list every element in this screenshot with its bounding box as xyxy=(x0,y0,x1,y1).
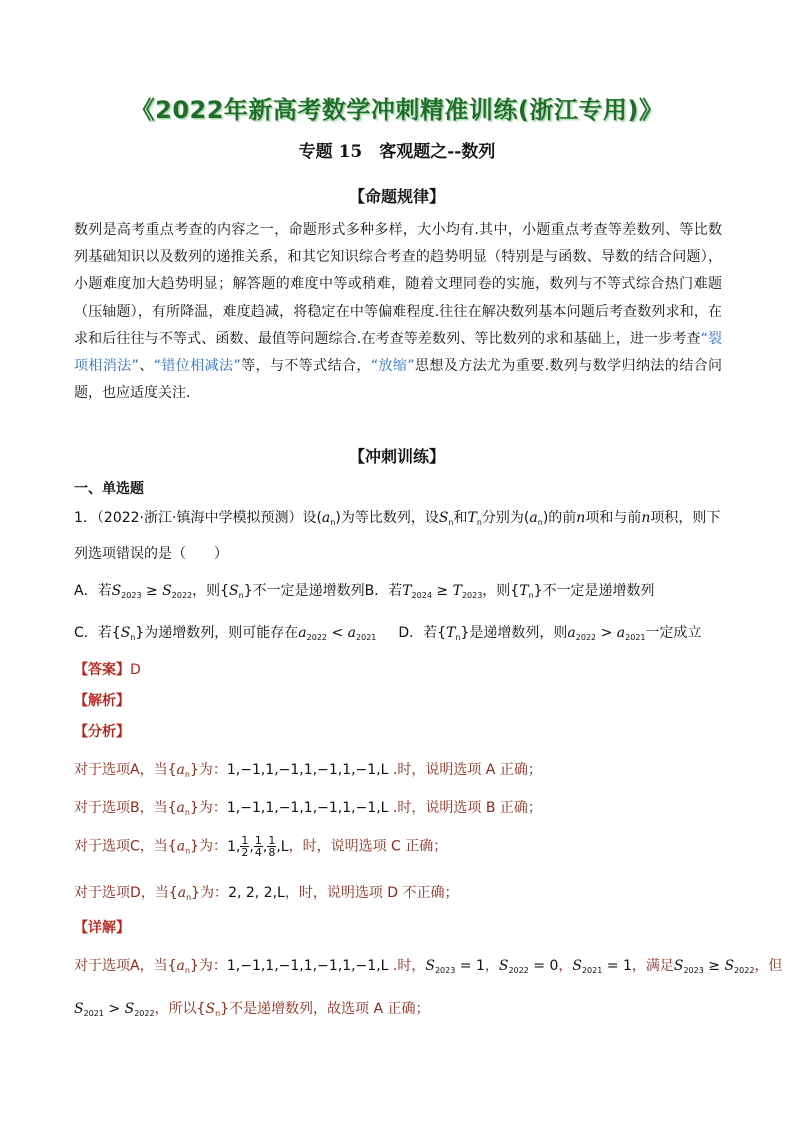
term-fang-suo: “放缩” xyxy=(370,358,415,375)
answer-value: D xyxy=(130,662,141,678)
analysis-label: 【解析】 xyxy=(74,693,130,709)
fenxi-option-b: 对于选项B，当$\{a_n\}$为：1,−1,1,−1,1,−1,1,−1,L .时，说明选项 B 正确； xyxy=(74,800,542,817)
answer-line xyxy=(74,659,141,679)
rule-paragraph: 数列是高考重点考查的内容之一，命题形式多种多样，大小均有.其中，小题重点考查等差数列、等比数列基础知识以及数列的递推关系，和其它知识综合考查的趋势明显（特别是与函数、导数的结合问题），小题难度加大趋势明显；解答题的难度中等或稍难，随着文理同卷的实施，数列与不等式综合热门难题（压轴题），有所降温，难度趋减，将稳定在中等偏难程度.往往在解决数列基本问题后考查数列求和，在求和后往往与不等式、函数、最值等问题综合.在考查等差数列、等比数列的求和基础上，进一步考查“裂项相消法”、“错位相减法”等，与不等式结合，“放缩”思想及方法尤为重要.数列与数学归纳法的结合问题，也应适度关注. xyxy=(74,222,723,402)
fenxi-option-c: 对于选项C，当$\{a_n\}$为：1, $\frac{1}{2}$ , $\frac{1}{4}$ , $\frac{1}{8}$ ,L，时，说明选项 C 正确； xyxy=(74,834,448,859)
document-subtitle: 专题 15 客观题之--数列 xyxy=(298,142,496,162)
detail-label: 【详解】 xyxy=(74,920,130,936)
practice-heading: 【冲刺训练】 xyxy=(348,447,445,466)
detail-line1: 对于选项A，当$\{a_n\}$为：1,−1,1,−1,1,−1,1,−1,L .时，$S_{2023} = 1$，$S_{2022} = 0$，$S_{2021} = 1$，满足$S_{2023} \ge S_{2022}$，但 xyxy=(74,958,783,975)
question-stem-line1: 1．（2022·浙江·镇海中学模拟预测）设$(a_n)$为等比数列，设$S_n$和$T_n$分别为$(a_n)$的前n项和与前n项积，则下 xyxy=(74,510,721,527)
question-stem-line2: 列选项错误的是（ ） xyxy=(74,546,228,562)
document-title: 《2022年新高考数学冲刺精准训练(浙江专用)》 xyxy=(130,96,664,124)
term-lie-xiang: “裂项相消法” xyxy=(74,330,722,375)
fenxi-option-d: 对于选项D，当$\{a_n\}$为：2, 2, 2,L，时，说明选项 D 不正确； xyxy=(74,885,459,902)
rule-heading: 【命题规律】 xyxy=(348,187,445,206)
fenxi-option-a: 对于选项A，当$\{a_n\}$为：1,−1,1,−1,1,−1,1,−1,L .时，说明选项 A 正确； xyxy=(74,762,542,779)
single-choice-heading: 一、单选题 xyxy=(74,481,144,497)
options-cd: C．若$\{S_n\}$为递增数列，则可能存在$a_{2022} < a_{2021}$ D．若$\{T_n\}$是递增数列，则$a_{2022} > a_{2021}$一定成立 xyxy=(74,625,702,642)
options-ab: A．若$S_{2023} \ge S_{2022}$，则$\{S_n\}$不一定是递增数列B．若$T_{2024} \ge T_{2023}$，则$\{T_n\}$不一定是递增数列 xyxy=(74,583,655,600)
fenxi-label: 【分析】 xyxy=(74,724,130,740)
detail-line2: $S_{2021} > S_{2022}$，所以$\{S_n\}$不是递增数列，故选项 A 正确； xyxy=(74,1001,430,1018)
answer-label: 【答案】 xyxy=(74,662,130,678)
term-cuo-wei: “错位相减法” xyxy=(153,358,241,375)
